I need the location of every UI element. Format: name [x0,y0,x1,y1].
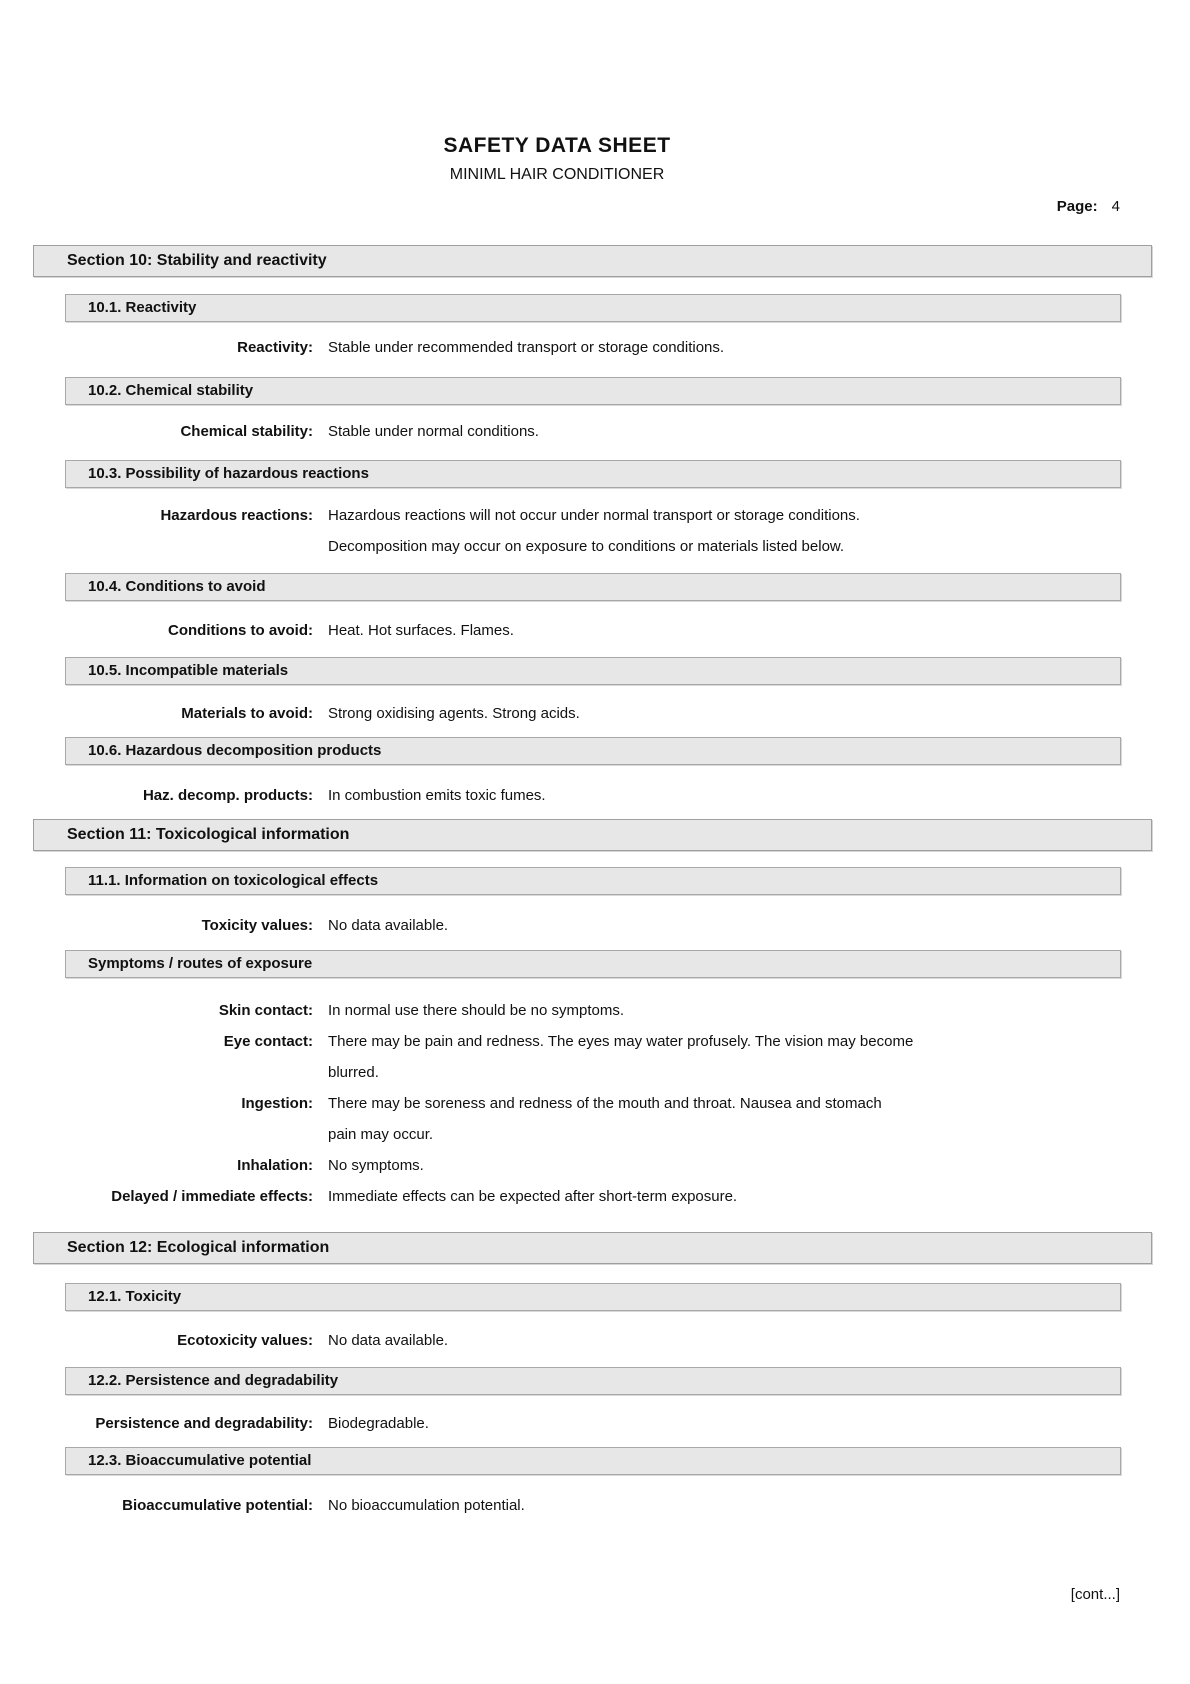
field-label: Inhalation: [237,1157,313,1174]
field-value [328,416,1173,447]
field-value-line: blurred. [328,1064,379,1081]
field-value-line: pain may occur. [328,1126,434,1143]
field-value-line: Strong oxidising agents. Strong acids. [328,705,580,722]
field-label: Delayed / immediate effects: [111,1188,313,1205]
field-value [328,1490,1173,1521]
field-label: Ecotoxicity values: [177,1332,313,1349]
section-12-heading: Section 12: Ecological information [33,1232,1152,1264]
subsection-12-3-heading: 12.3. Bioaccumulative potential [65,1447,1121,1475]
field-label: Persistence and degradability: [95,1415,313,1432]
subsection-10-5-heading: 10.5. Incompatible materials [65,657,1121,685]
field-label: Eye contact: [223,1033,313,1050]
field-value-line: Stable under recommended transport or storage conditions. [328,339,725,356]
field-label: Skin contact: [218,1002,313,1019]
field-value [328,1026,1173,1088]
field-value-line: Heat. Hot surfaces. Flames. [328,622,514,639]
page-label: Page: [1056,198,1098,215]
field-label: Materials to avoid: [181,705,313,722]
page-indicator [1057,198,1120,215]
subsection-12-2-heading: 12.2. Persistence and degradability [65,1367,1121,1395]
field-value-line: Stable under normal conditions. [328,423,539,440]
field-label: Reactivity: [237,339,313,356]
subsection-10-4-heading: 10.4. Conditions to avoid [65,573,1121,601]
field-value-line: Biodegradable. [328,1415,429,1432]
field-value [328,995,1173,1026]
field-value-line: No bioaccumulation potential. [328,1497,525,1514]
field-value [328,1181,1173,1212]
field-value [328,615,1173,646]
field-value [328,332,1173,363]
field-label: Chemical stability: [180,423,313,440]
field-label: Ingestion: [241,1095,313,1112]
field-value-line: In combustion emits toxic fumes. [328,787,546,804]
subsection-10-1-heading: 10.1. Reactivity [65,294,1121,322]
subsection-10-2-heading: 10.2. Chemical stability [65,377,1121,405]
page-number: 4 [1111,198,1120,215]
subsection-10-3-heading: 10.3. Possibility of hazardous reactions [65,460,1121,488]
field-label: Conditions to avoid: [168,622,313,639]
field-value [328,1150,1173,1181]
field-value [328,500,1173,562]
field-label: Haz. decomp. products: [142,787,313,804]
subsection-symptoms-heading: Symptoms / routes of exposure [65,950,1121,978]
field-value [328,1325,1173,1356]
subsection-12-1-heading: 12.1. Toxicity [65,1283,1121,1311]
field-value-line: No data available. [328,917,449,934]
document-title: SAFETY DATA SHEET [443,134,671,157]
field-label: Bioaccumulative potential: [122,1497,313,1514]
field-value-line: There may be pain and redness. The eyes may water profusely. The vision may become [328,1033,914,1050]
field-label: Toxicity values: [201,917,313,934]
field-value-line: No symptoms. [328,1157,424,1174]
product-name: MINIML HAIR CONDITIONER [449,166,665,183]
section-11-heading: Section 11: Toxicological information [33,819,1152,851]
subsection-10-6-heading: 10.6. Hazardous decomposition products [65,737,1121,765]
field-value [328,910,1173,941]
field-value-line: Decomposition may occur on exposure to conditions or materials listed below. [328,538,845,555]
field-value [328,780,1173,811]
field-value-line: There may be soreness and redness of the mouth and throat. Nausea and stomach [328,1095,882,1112]
field-value-line: In normal use there should be no symptoms. [328,1002,624,1019]
field-value-line: Hazardous reactions will not occur under normal transport or storage conditions. [328,507,860,524]
field-value-line: No data available. [328,1332,449,1349]
field-value-line: Immediate effects can be expected after short-term exposure. [328,1188,738,1205]
field-label: Hazardous reactions: [160,507,313,524]
field-value [328,698,1173,729]
continuation-note: [cont...] [1070,1586,1120,1603]
field-value [328,1408,1173,1439]
subsection-11-1-heading: 11.1. Information on toxicological effects [65,867,1121,895]
field-value [328,1088,1173,1150]
section-10-heading: Section 10: Stability and reactivity [33,245,1152,277]
